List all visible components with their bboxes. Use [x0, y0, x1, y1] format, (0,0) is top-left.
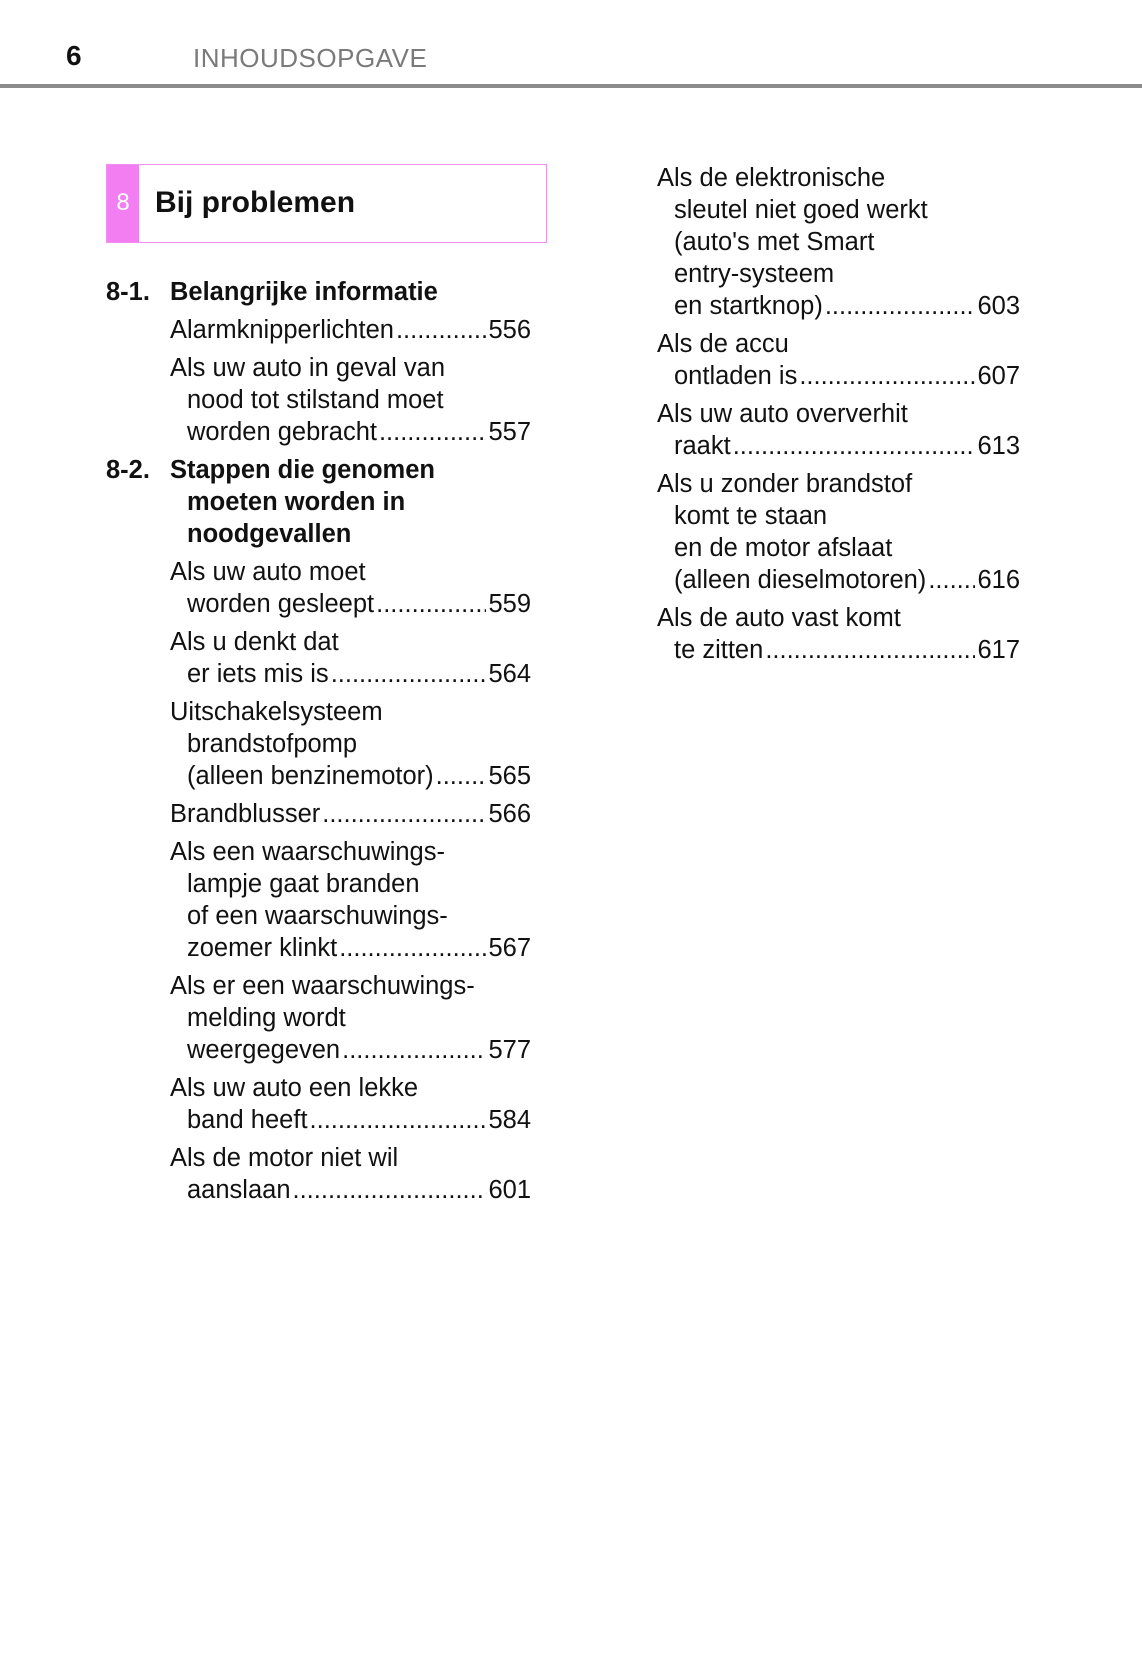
toc-entry-accu[interactable] [657, 328, 1020, 392]
toc-page-number: 617 [977, 636, 1020, 664]
chapter-number-tab: 8 [107, 165, 139, 242]
section-title-line: Stappen die genomen [170, 456, 435, 484]
toc-entry-zonder-brandstof[interactable] [657, 468, 1020, 596]
toc-entry-text: Als een waarschuwings- [170, 838, 445, 866]
toc-entry-text: er iets mis is [187, 660, 329, 688]
section-heading-8-2[interactable] [106, 454, 531, 550]
toc-page-number: 584 [488, 1106, 531, 1134]
running-header: INHOUDSOPGAVE [193, 43, 428, 73]
toc-entry-text: te zitten [674, 636, 764, 664]
toc-entry-text: Als uw auto oververhit [657, 400, 908, 428]
toc-entry-text: Als uw auto een lekke [170, 1074, 419, 1102]
dot-leader [379, 416, 486, 448]
toc-entry-text: Als uw auto in geval van [170, 354, 445, 382]
toc-page-number: 577 [488, 1036, 531, 1064]
section-title-line: noodgevallen [187, 520, 352, 548]
dot-leader [825, 290, 976, 322]
toc-entry-text: Als u denkt dat [170, 628, 339, 656]
toc-entry-text: (alleen dieselmotoren) [674, 566, 927, 594]
toc-entry-text: Als u zonder brandstof [657, 470, 913, 498]
dot-leader [310, 1104, 487, 1136]
dot-leader [928, 564, 975, 596]
toc-entry-oververhit[interactable] [657, 398, 1020, 462]
page-number: 6 [66, 40, 82, 71]
toc-entry-brandstofpomp[interactable] [106, 696, 531, 792]
toc-entry-last-line [657, 360, 1020, 392]
toc-entry-text: Uitschakelsysteem [170, 698, 383, 726]
toc-entry-waarschuwingslampje[interactable] [106, 836, 531, 964]
toc-entry-text: (auto's met Smart [674, 228, 875, 256]
toc-entry-noodstop[interactable] [106, 352, 531, 448]
chapter-title: Bij problemen [155, 186, 356, 219]
toc-entry-text: Brandblusser [170, 800, 321, 828]
toc-entry-text: raakt [674, 432, 731, 460]
dot-leader [293, 1174, 487, 1206]
toc-entry-text: melding wordt [187, 1004, 346, 1032]
toc-page-number: 557 [488, 418, 531, 446]
toc-entry-last-line [170, 314, 531, 346]
toc-entry-text: of een waarschuwings- [187, 902, 448, 930]
toc-page-number: 613 [977, 432, 1020, 460]
toc-entry-text: worden gesleept [187, 590, 375, 618]
toc-entry-elektronische-sleutel[interactable] [657, 162, 1020, 322]
toc-page-number: 601 [488, 1176, 531, 1204]
toc-page-number: 565 [488, 762, 531, 790]
toc-entry-text: Alarmknipperlichten [170, 316, 394, 344]
toc-entry-text: brandstofpomp [187, 730, 358, 758]
toc-entry-lekke-band[interactable] [106, 1072, 531, 1136]
dot-leader [331, 658, 487, 690]
toc-entry-text: aanslaan [187, 1176, 291, 1204]
dot-leader [765, 634, 975, 666]
toc-entry-last-line [170, 798, 531, 830]
toc-entry-text: ontladen is [674, 362, 798, 390]
toc-entry-text: sleutel niet goed werkt [674, 196, 928, 224]
toc-page-number: 607 [977, 362, 1020, 390]
toc-entry-last-line [170, 588, 531, 620]
toc-entry-text: Als de auto vast komt [657, 604, 901, 632]
toc-entry-last-line [170, 1104, 531, 1136]
toc-entry-motor-aanslaan[interactable] [106, 1142, 531, 1206]
toc-entry-last-line [657, 634, 1020, 666]
toc-entry-text: worden gebracht [187, 418, 377, 446]
toc-page-number: 616 [977, 566, 1020, 594]
section-title-line: moeten worden in [187, 488, 406, 516]
dot-leader [376, 588, 486, 620]
toc-entry-text: komt te staan [674, 502, 828, 530]
toc-entry-iets-mis[interactable] [106, 626, 531, 690]
dot-leader [342, 1034, 486, 1066]
dot-leader [436, 760, 487, 792]
toc-entry-text: weergegeven [187, 1036, 341, 1064]
section-number: 8-2. [106, 456, 150, 484]
toc-entry-text: nood tot stilstand moet [187, 386, 444, 414]
toc-entry-text: (alleen benzinemotor) [187, 762, 434, 790]
chapter-heading-box [106, 164, 547, 243]
toc-entry-brandblusser[interactable] [106, 798, 531, 830]
toc-entry-vast-komt[interactable] [657, 602, 1020, 666]
toc-entry-text: Als de accu [657, 330, 789, 358]
toc-entry-text: en de motor afslaat [674, 534, 893, 562]
toc-right-column [657, 156, 1020, 666]
toc-entry-last-line [170, 658, 531, 690]
toc-entry-last-line [170, 760, 531, 792]
section-number: 8-1. [106, 278, 150, 306]
section-title-line: Belangrijke informatie [170, 278, 438, 306]
toc-entry-text: en startknop) [674, 292, 823, 320]
toc-left-column [106, 270, 531, 1206]
toc-entry-last-line [170, 1034, 531, 1066]
toc-entry-slepen[interactable] [106, 556, 531, 620]
toc-entry-text: band heeft [187, 1106, 308, 1134]
toc-entry-last-line [170, 1174, 531, 1206]
toc-entry-text: Als er een waarschuwings- [170, 972, 475, 1000]
toc-entry-text: zoemer klinkt [187, 934, 338, 962]
toc-entry-text: Als uw auto moet [170, 558, 366, 586]
dot-leader [339, 932, 486, 964]
toc-entry-text: entry-systeem [674, 260, 835, 288]
toc-entry-last-line [657, 290, 1020, 322]
toc-entry-text: lampje gaat branden [187, 870, 420, 898]
toc-page-number: 559 [488, 590, 531, 618]
dot-leader [396, 314, 487, 346]
toc-page-number: 564 [488, 660, 531, 688]
toc-page-number: 566 [488, 800, 531, 828]
toc-entry-alarmknipperlichten[interactable] [106, 314, 531, 346]
header-divider [0, 84, 1142, 88]
dot-leader [799, 360, 975, 392]
toc-entry-last-line [170, 932, 531, 964]
toc-page-number: 567 [488, 934, 531, 962]
toc-page-number: 603 [977, 292, 1020, 320]
toc-entry-last-line [657, 430, 1020, 462]
toc-entry-last-line [657, 564, 1020, 596]
toc-entry-text: Als de motor niet wil [170, 1144, 399, 1172]
toc-entry-last-line [170, 416, 531, 448]
dot-leader [733, 430, 976, 462]
toc-entry-text: Als de elektronische [657, 164, 886, 192]
section-heading-8-1[interactable] [106, 276, 531, 308]
toc-page-number: 556 [488, 316, 531, 344]
toc-entry-waarschuwingsmelding[interactable] [106, 970, 531, 1066]
dot-leader [322, 798, 486, 830]
